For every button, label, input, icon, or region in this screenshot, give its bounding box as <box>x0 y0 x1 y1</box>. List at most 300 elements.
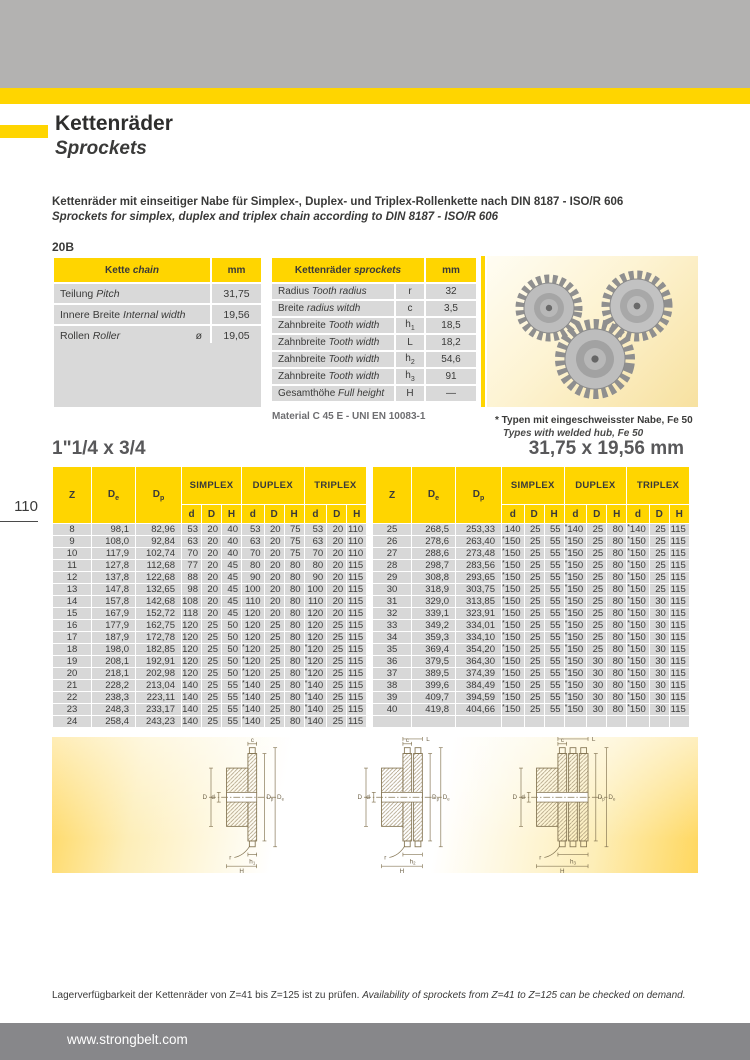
table-cell: 25 <box>202 620 221 631</box>
table-cell: 394,59 <box>456 692 501 703</box>
table-cell: *150 <box>565 668 587 679</box>
table-cell: 120 <box>305 632 327 643</box>
welded-hub-marker: * <box>502 536 505 543</box>
welded-hub-marker: * <box>564 620 568 627</box>
table-cell: 53 <box>305 524 327 535</box>
table-cell: 223,11 <box>136 692 181 703</box>
table-row <box>272 284 476 299</box>
table-cell: 75 <box>285 524 304 535</box>
welded-hub-marker: * <box>242 704 245 711</box>
svg-text:h1: $h_1$ <box>249 858 256 866</box>
welded-hub-marker: * <box>502 668 505 675</box>
table-cell: 25 <box>265 704 284 715</box>
table-cell: 25 <box>650 536 669 547</box>
svg-text:c: c <box>405 737 409 744</box>
simplex-section-graphic <box>170 737 320 873</box>
table-cell: 55 <box>222 704 241 715</box>
table-cell: 30 <box>650 680 669 691</box>
table-cell: 80 <box>607 692 626 703</box>
table-cell: 25 <box>587 560 606 571</box>
table-cell: 198,0 <box>92 644 135 655</box>
svg-text:L: L <box>591 737 596 743</box>
table-cell: 20 <box>202 524 221 535</box>
dimensions-table-right <box>372 466 690 728</box>
sprocket-photo-graphic <box>487 256 698 407</box>
table-cell: *140 <box>242 704 264 715</box>
table-cell: 25 <box>265 668 284 679</box>
table-cell: 108,0 <box>92 536 135 547</box>
table-cell: 90 <box>305 572 327 583</box>
table-cell: 31 <box>373 596 411 607</box>
table-cell: 263,40 <box>456 536 501 547</box>
table-cell: 50 <box>222 620 241 631</box>
row-label: Zahnbreite Tooth width <box>272 335 394 350</box>
table-cell: 26 <box>373 536 411 547</box>
svg-text:Dp: $D_p$ <box>266 794 274 802</box>
table-cell: *150 <box>502 560 524 571</box>
table-cell: *150 <box>502 572 524 583</box>
table-cell: 25 <box>202 680 221 691</box>
table-cell: 25 <box>525 596 544 607</box>
table-cell: *150 <box>627 668 649 679</box>
table-cell: 25 <box>587 620 606 631</box>
table-cell: 120 <box>182 668 201 679</box>
welded-hub-marker: * <box>564 572 568 579</box>
table-cell: 25 <box>265 656 284 667</box>
svg-text:De: $D_e$ <box>277 794 285 802</box>
table-cell: 70 <box>182 548 201 559</box>
sprocket-table-title-en: sprockets <box>353 264 402 276</box>
table-cell: 25 <box>525 644 544 655</box>
row-value: 32 <box>426 284 476 299</box>
table-cell: 308,8 <box>412 572 455 583</box>
table-cell: 25 <box>650 584 669 595</box>
table-cell: 80 <box>285 632 304 643</box>
photo-divider-rule <box>481 256 485 407</box>
svg-text:h2: $h_2$ <box>409 858 416 866</box>
table-cell: *150 <box>502 632 524 643</box>
table-cell: 55 <box>545 524 564 535</box>
table-cell: 80 <box>607 656 626 667</box>
welded-hub-marker: * <box>564 524 568 531</box>
top-yellow-band <box>0 88 750 104</box>
table-cell: 120 <box>182 632 201 643</box>
table-cell: 27 <box>373 548 411 559</box>
table-cell: 359,3 <box>412 632 455 643</box>
row-label: Zahnbreite Tooth width <box>272 369 394 384</box>
table-cell: 20 <box>327 536 346 547</box>
table-cell: 11 <box>53 560 91 571</box>
svg-text:D: D <box>202 794 208 802</box>
table-cell: *150 <box>565 680 587 691</box>
welded-hub-marker: * <box>564 608 568 615</box>
table-cell: 25 <box>202 656 221 667</box>
table-row <box>373 680 689 691</box>
table-cell: 120 <box>182 620 201 631</box>
table-cell: 55 <box>545 596 564 607</box>
table-cell: 177,9 <box>92 620 135 631</box>
table-cell: 14 <box>53 596 91 607</box>
table-cell: 32 <box>373 608 411 619</box>
table-cell: 20 <box>265 548 284 559</box>
table-row <box>53 656 366 667</box>
table-cell: 115 <box>347 668 366 679</box>
table-cell: *150 <box>502 548 524 559</box>
table-cell: *150 <box>565 692 587 703</box>
svg-text:De: $D_e$ <box>608 794 616 802</box>
subcolumn-header: d <box>305 505 327 523</box>
svg-text:H: H <box>239 868 244 873</box>
technical-drawings-band <box>52 737 698 873</box>
subcolumn-header: D <box>525 505 544 523</box>
table-cell: *150 <box>565 620 587 631</box>
table-cell: 12 <box>53 572 91 583</box>
table-cell: 80 <box>607 644 626 655</box>
table-cell: *150 <box>565 608 587 619</box>
table-cell: 40 <box>222 524 241 535</box>
table-cell: 117,9 <box>92 548 135 559</box>
table-cell: 25 <box>265 680 284 691</box>
welded-hub-marker: * <box>502 704 505 711</box>
table-row <box>53 644 366 655</box>
table-cell: *120 <box>242 656 264 667</box>
table-cell: 80 <box>285 572 304 583</box>
table-row <box>272 335 476 350</box>
column-header: $D_e$ <box>92 467 135 523</box>
table-row <box>373 620 689 631</box>
group-header: SIMPLEX <box>502 467 564 504</box>
table-cell: 55 <box>545 704 564 715</box>
table-row <box>373 524 689 535</box>
table-cell: *120 <box>242 644 264 655</box>
welded-hub-marker: * <box>242 644 245 651</box>
table-cell: 30 <box>587 692 606 703</box>
group-header: DUPLEX <box>242 467 304 504</box>
table-cell: 20 <box>202 560 221 571</box>
table-row <box>373 608 689 619</box>
table-cell: 80 <box>285 584 304 595</box>
table-cell: 25 <box>525 656 544 667</box>
welded-hub-marker: * <box>242 668 245 675</box>
welded-hub-marker: * <box>304 680 308 687</box>
size-heading-imperial: 1"1/4 x 3/4 <box>52 438 146 459</box>
row-label: Teilung Pitch <box>54 284 210 303</box>
row-label: Zahnbreite Tooth width <box>272 318 394 333</box>
subcolumn-header: d <box>182 505 201 523</box>
svg-text:H: H <box>399 868 405 873</box>
table-cell: 80 <box>607 560 626 571</box>
group-header: TRIPLEX <box>627 467 689 504</box>
table-cell: 80 <box>607 704 626 715</box>
table-cell: 140 <box>182 692 201 703</box>
row-value: 18,5 <box>426 318 476 333</box>
table-cell: 17 <box>53 632 91 643</box>
table-cell: 25 <box>587 548 606 559</box>
table-cell: 115 <box>670 524 689 535</box>
material-note: Material C 45 E - UNI EN 10083-1 <box>272 411 426 422</box>
sprocket-table-header <box>272 258 476 282</box>
table-row <box>53 716 366 727</box>
table-cell: *150 <box>627 692 649 703</box>
table-cell: 40 <box>373 704 411 715</box>
table-cell: 115 <box>670 608 689 619</box>
table-cell: 202,98 <box>136 668 181 679</box>
table-row <box>373 668 689 679</box>
table-cell: 334,10 <box>456 632 501 643</box>
sprocket-data-table <box>270 256 478 403</box>
svg-text:D: D <box>357 794 363 802</box>
subcolumn-header: H <box>670 505 689 523</box>
row-value: 3,5 <box>426 301 476 316</box>
table-cell: 110 <box>242 596 264 607</box>
table-cell: 98,1 <box>92 524 135 535</box>
table-row <box>373 704 689 715</box>
table-cell: 25 <box>525 632 544 643</box>
welded-hub-marker: * <box>564 584 568 591</box>
table-cell: 30 <box>587 680 606 691</box>
table-row <box>53 668 366 679</box>
row-value: 91 <box>426 369 476 384</box>
table-cell: 20 <box>327 572 346 583</box>
table-cell: 30 <box>650 632 669 643</box>
table-cell: 40 <box>222 536 241 547</box>
table-cell: 298,7 <box>412 560 455 571</box>
table-cell: 288,6 <box>412 548 455 559</box>
subcolumn-header: D <box>587 505 606 523</box>
table-cell: *150 <box>627 596 649 607</box>
table-cell: 25 <box>650 560 669 571</box>
table-row <box>272 369 476 384</box>
table-cell: *150 <box>627 680 649 691</box>
table-row <box>53 584 366 595</box>
table-cell: 379,5 <box>412 656 455 667</box>
welded-hub-marker: * <box>564 668 568 675</box>
table-cell: 30 <box>650 620 669 631</box>
table-cell: 20 <box>265 584 284 595</box>
chain-table-filler <box>54 343 261 407</box>
table-cell: 55 <box>545 620 564 631</box>
table-cell: *150 <box>502 680 524 691</box>
subcolumn-header: d <box>502 505 524 523</box>
table-row <box>53 692 366 703</box>
page-title-en: Sprockets <box>55 138 147 159</box>
triplex-section <box>480 737 630 873</box>
table-cell: 55 <box>222 692 241 703</box>
welded-hub-marker: * <box>304 644 308 651</box>
table-cell: 364,30 <box>456 656 501 667</box>
column-header: $D_e$ <box>412 467 455 523</box>
table-cell: 268,5 <box>412 524 455 535</box>
welded-hub-marker: * <box>242 680 245 687</box>
table-cell: 50 <box>222 644 241 655</box>
table-cell: 339,1 <box>412 608 455 619</box>
table-cell: 34 <box>373 632 411 643</box>
table-cell: 384,49 <box>456 680 501 691</box>
table-row <box>53 632 366 643</box>
table-cell: 25 <box>327 704 346 715</box>
welded-hub-marker: * <box>502 680 505 687</box>
table-row <box>373 692 689 703</box>
website-link[interactable]: www.strongbelt.com <box>67 1032 188 1047</box>
row-symbol: $h_3$ <box>396 369 424 384</box>
row-symbol: $h_2$ <box>396 352 424 367</box>
table-cell: *150 <box>627 656 649 667</box>
table-cell: *120 <box>305 668 327 679</box>
table-cell: 120 <box>242 632 264 643</box>
subcolumn-header: H <box>545 505 564 523</box>
table-cell: *150 <box>502 644 524 655</box>
table-row <box>272 352 476 367</box>
welded-hub-marker: * <box>627 704 630 711</box>
table-cell: 213,04 <box>136 680 181 691</box>
column-header: $D_p$ <box>136 467 181 523</box>
sprocket-table-title-de: Kettenräder <box>294 264 352 276</box>
table-cell: *150 <box>627 548 649 559</box>
table-row <box>53 596 366 607</box>
table-cell: 293,65 <box>456 572 501 583</box>
table-cell: 102,74 <box>136 548 181 559</box>
table-cell: 80 <box>285 596 304 607</box>
row-label: Rollen Roller ø <box>54 326 210 345</box>
svg-text:H: H <box>560 868 565 873</box>
table-row <box>53 524 366 535</box>
duplex-section-graphic <box>325 737 475 873</box>
table-cell: 20 <box>202 536 221 547</box>
table-cell: 25 <box>587 644 606 655</box>
table-cell: 80 <box>607 668 626 679</box>
table-cell: 243,23 <box>136 716 181 727</box>
row-value: 18,2 <box>426 335 476 350</box>
table-cell: 70 <box>242 548 264 559</box>
table-cell: 55 <box>545 608 564 619</box>
table-cell: 115 <box>670 572 689 583</box>
subcolumn-header: H <box>347 505 366 523</box>
welded-hub-marker: * <box>627 536 630 543</box>
table-cell: 20 <box>327 524 346 535</box>
table-cell: 15 <box>53 608 91 619</box>
table-cell: *150 <box>502 620 524 631</box>
table-row <box>373 644 689 655</box>
table-cell: 25 <box>327 668 346 679</box>
table-cell: 258,4 <box>92 716 135 727</box>
table-cell: 80 <box>607 572 626 583</box>
svg-text:d: d <box>211 794 215 802</box>
filler-row <box>373 716 689 727</box>
table-cell: 25 <box>587 596 606 607</box>
triplex-section-graphic <box>480 737 630 873</box>
table-cell: 115 <box>670 692 689 703</box>
welded-hub-marker: * <box>627 572 630 579</box>
size-heading-metric: 31,75 x 19,56 mm <box>528 438 684 459</box>
subcolumn-header: d <box>242 505 264 523</box>
row-symbol: r <box>396 284 424 299</box>
table-cell: 63 <box>242 536 264 547</box>
table-cell: 18 <box>53 644 91 655</box>
table-cell: 30 <box>650 608 669 619</box>
table-cell: 13 <box>53 584 91 595</box>
column-header: Z <box>373 467 411 523</box>
group-header: SIMPLEX <box>182 467 241 504</box>
welded-hub-marker: * <box>627 548 630 555</box>
table-cell: 53 <box>242 524 264 535</box>
table-cell: 110 <box>305 596 327 607</box>
svg-text:d: d <box>366 794 370 802</box>
table-cell: *150 <box>627 560 649 571</box>
table-cell: *150 <box>502 608 524 619</box>
welded-hub-marker: * <box>564 632 568 639</box>
table-cell: 20 <box>265 536 284 547</box>
table-cell: 248,3 <box>92 704 135 715</box>
table-cell: 25 <box>327 656 346 667</box>
table-cell: 20 <box>327 584 346 595</box>
welded-hub-marker: * <box>502 596 505 603</box>
table-cell: 25 <box>525 680 544 691</box>
table-cell: *150 <box>502 668 524 679</box>
table-cell: 80 <box>285 680 304 691</box>
table-cell: 80 <box>607 620 626 631</box>
table-cell: 50 <box>222 656 241 667</box>
table-cell: 25 <box>650 524 669 535</box>
table-cell: *150 <box>502 692 524 703</box>
table-cell: 25 <box>327 716 346 727</box>
table-cell: 283,56 <box>456 560 501 571</box>
table-cell: 115 <box>670 584 689 595</box>
table-cell: 25 <box>327 692 346 703</box>
welded-hub-marker: * <box>502 644 505 651</box>
table-cell: *150 <box>502 656 524 667</box>
table-cell: 233,17 <box>136 704 181 715</box>
table-cell: 140 <box>182 704 201 715</box>
table-cell: 55 <box>545 572 564 583</box>
table-row <box>53 536 366 547</box>
chain-table-title <box>54 258 210 282</box>
table-cell: *150 <box>565 584 587 595</box>
table-cell: 25 <box>265 620 284 631</box>
table-cell: 55 <box>545 536 564 547</box>
table-cell: 55 <box>545 632 564 643</box>
table-row <box>272 301 476 316</box>
table-cell: 55 <box>545 680 564 691</box>
table-cell: 25 <box>525 668 544 679</box>
table-cell: 369,4 <box>412 644 455 655</box>
table-row <box>272 386 476 401</box>
table-cell: 25 <box>265 692 284 703</box>
table-cell: 45 <box>222 572 241 583</box>
table-cell: 323,91 <box>456 608 501 619</box>
table-cell: 24 <box>53 716 91 727</box>
svg-text:Dp: $D_p$ <box>432 794 440 802</box>
table-cell: 108 <box>182 596 201 607</box>
table-cell: 80 <box>285 704 304 715</box>
welded-hub-marker: * <box>304 692 308 699</box>
svg-text:D: D <box>512 794 518 802</box>
hub-note <box>495 414 693 440</box>
table-cell: 115 <box>670 596 689 607</box>
table-cell: 20 <box>327 608 346 619</box>
table-cell: *150 <box>565 548 587 559</box>
table-cell: 20 <box>202 584 221 595</box>
table-cell: 115 <box>347 596 366 607</box>
welded-hub-marker: * <box>564 656 568 663</box>
table-cell: 80 <box>607 524 626 535</box>
table-cell: 25 <box>265 644 284 655</box>
table-cell: 19 <box>53 656 91 667</box>
table-row <box>373 584 689 595</box>
table-cell: 80 <box>607 608 626 619</box>
table-row <box>373 548 689 559</box>
table-cell: 75 <box>285 548 304 559</box>
table-cell: 172,78 <box>136 632 181 643</box>
